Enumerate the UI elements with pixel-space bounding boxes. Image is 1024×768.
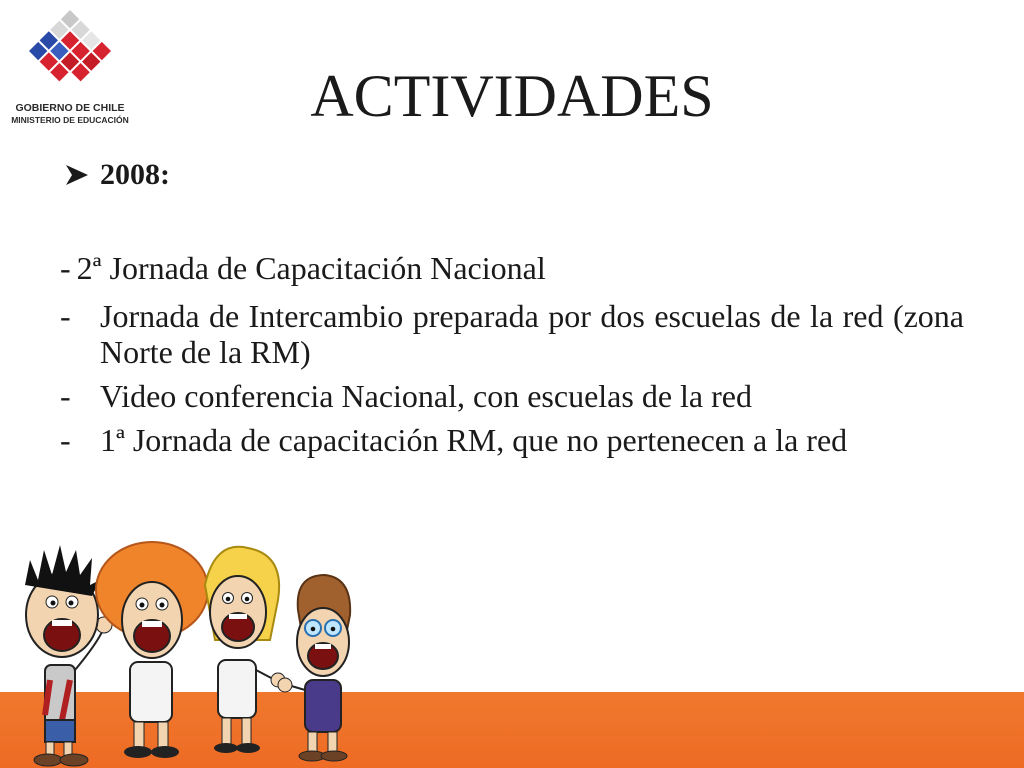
list-item-text: 2ª Jornada de Capacitación Nacional <box>76 250 546 286</box>
year-label: 2008: <box>100 158 170 191</box>
list-item-text: Jornada de Intercambio preparada por dos escuelas de la red (zona Norte de la RM) <box>100 298 964 370</box>
activity-list <box>60 250 964 466</box>
slide-title: ACTIVIDADES <box>310 63 714 129</box>
list-item <box>60 378 964 414</box>
logo-line-gobierno: GOBIERNO DE CHILE <box>15 102 125 114</box>
arrow-bullet-icon <box>64 163 90 187</box>
dash-marker: - <box>60 298 71 334</box>
list-item <box>60 422 964 458</box>
list-item-text: 1ª Jornada de capacitación RM, que no pertenecen a la red <box>100 422 848 458</box>
dash-marker: - <box>60 250 71 286</box>
list-item <box>60 298 964 370</box>
kid-curly-hair <box>96 542 208 758</box>
dash-marker: - <box>60 378 71 414</box>
kid-blonde-hair <box>205 547 285 753</box>
kid-with-glasses <box>278 575 350 761</box>
dash-marker: - <box>60 422 71 458</box>
year-heading <box>64 155 170 195</box>
logo-line-ministerio: MINISTERIO DE EDUCACIÓN <box>11 115 129 125</box>
list-item <box>60 250 964 286</box>
cartoon-children-icon <box>0 530 380 768</box>
list-item-text: Video conferencia Nacional, con escuelas de la red <box>100 378 752 414</box>
